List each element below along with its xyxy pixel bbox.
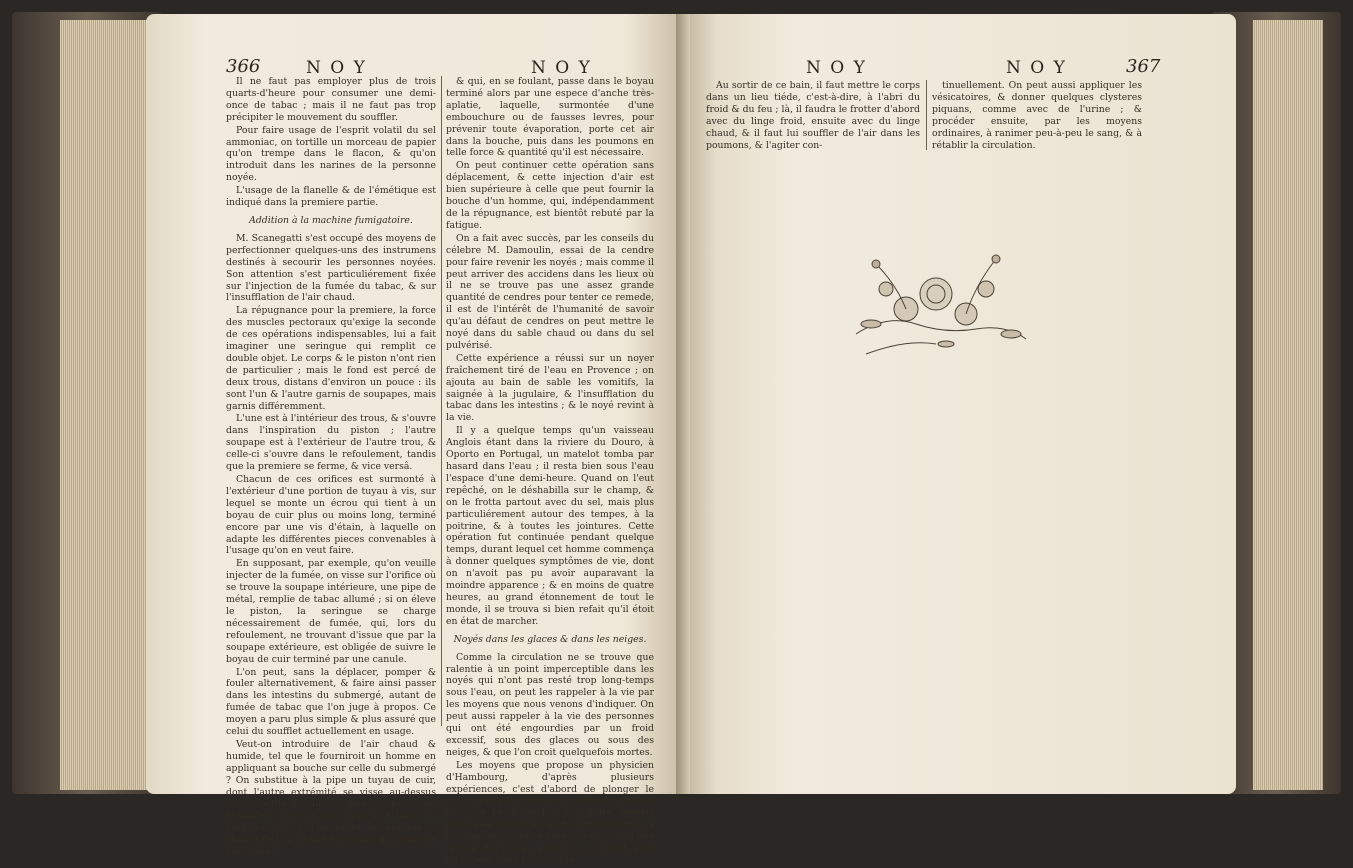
paragraph: L'usage de la flanelle & de l'émétique est indiqué dans la premiere partie. [226,185,436,209]
paragraph: On peut continuer cette opération sans déplacement, & cette injection d'air est bien supérieure à celle que peut fournir la bouche d'un homme, qui, indépendamment de la répugnance, est bientôt rebuté par la fatigue. [446,160,654,231]
left-page-number: 366 [226,56,261,77]
column-rule [441,76,442,726]
right-header-1: N O Y [806,58,867,78]
right-page-column-1 [706,80,920,152]
right-page-edges [1253,20,1323,790]
left-header-2: N O Y [531,58,592,78]
paragraph: L'une est à l'intérieur des trous, & s'ouvre dans l'inspiration du piston ; l'autre soupape est à l'extérieur de l'autre trou, & celle-ci s'ouvre dans le refoulement, tandis que la premiere se ferme, & vice versâ. [226,413,436,473]
right-header-2: N O Y [1006,58,1067,78]
paragraph: Veut-on introduire de l'air chaud & humide, tel que le fourniroit un homme en appliquant sa bouche sur celle du submergé ? On substitue à la pipe un tuyau de cuir, dont l'autre extrémité se visse au-dessus d'une petite bouilloire, dans laquelle on échauffe un verre d'eau par une lampe à l'esprit-de-vin. Si l'on aspire, la seringue se charge de l'air chaud & humide qu'exhale la bouilloire, [226,738,436,858]
column-rule [926,80,927,150]
left-page-column-2 [446,76,654,868]
left-page [146,14,682,866]
right-page [676,14,1236,794]
paragraph: Pour faire usage de l'esprit volatil du sel ammoniac, on tortille un morceau de papier qu'on trempe dans le flacon, & qu'on introduit dans les narines de la personne noyée. [226,124,436,184]
right-page-number: 367 [1126,56,1161,77]
paragraph: La répugnance pour la premiere, la force des muscles pectoraux qu'exige la seconde de ces opérations indispensables, lui a fait imaginer une seringue qui remplit ce double objet. Le corps & le piston n'ont rien de particulier ; mais le fond est percé de deux trous, distans d'environ un pouce : ils sont l'un & l'autre garnis de soupapes, mais garnis différemment. [226,305,436,412]
paragraph: Il y a quelque temps qu'un vaisseau Anglois étant dans la riviere du Douro, à Oporto en Portugal, un matelot tomba par hasard dans l'eau ; il resta bien sous l'eau l'espace d'une demi-heure. Quand on l'eut repêché, on le déshabilla sur le champ, & on le frotta partout avec du sel, mais plus particuliérement autour des tempes, à la poitrine, & à toutes les jointures. Cette opération fut continuée pendant quelque temps, durant lequel cet homme commença à donner quelques symptômes de vie, dont on n'avoit pas pu avoir auparavant la moindre apparence ; & en moins de quatre heures, au grand étonnement de tout le monde, il se trouva si bien refait qu'il étoit en état de marcher. [446,425,654,627]
right-page-column-2 [932,80,1142,152]
book-gutter [676,14,690,794]
left-header-1: N O Y [306,58,367,78]
paragraph: En supposant, par exemple, qu'on veuille injecter de la fumée, on visse sur l'orifice où se trouve la soupape intérieure, une pipe de métal, remplie de tabac allumé ; si on éleve le piston, la seringue se charge nécessairement de fumée, qui, lors du refoulement, ne trouvant d'issue que par la soupape extérieure, est obligée de suivre le boyau de cuir terminé par une canule. [226,558,436,665]
paragraph: Comme la circulation ne se trouve que ralentie à un point imperceptible dans les noyés qui n'ont pas resté trop long-temps sous l'eau, on peut les rappeler à la vie par les moyens que nous venons d'indiquer. On peut aussi rappeler à la vie des personnes qui ont été engourdies par un froid excessif, sous des glaces ou sous des neiges, & que l'on croit quelquefois mortes. [446,651,654,758]
floral-vignette [846,244,1036,384]
paragraph: L'on peut, sans la déplacer, pomper & fouler alternativement, & faire ainsi passer dans les intestins du submergé, autant de fumée de tabac que l'on juge à propos. Ce moyen a paru plus simple & plus assuré que celui du soufflet actuellement en usage. [226,666,436,738]
paragraph: tinuellement. On peut aussi appliquer les vésicatoires, & donner quelques clysteres piquans, comme avec de l'urine ; & procéder ensuite, par les moyens ordinaires, à ranimer peu-à-peu le sang, & à rétablir la circulation. [932,80,1142,151]
paragraph: Cette expérience a réussi sur un noyer fraîchement tiré de l'eau en Provence ; on ajouta au bain de sable les vomitifs, la saignée à la jugulaire, & l'insufflation du tabac dans les intestins ; & le noyé revint à la vie. [446,352,654,424]
paragraph: & qui, en se foulant, passe dans le boyau terminé alors par une espece d'anche très-aplatie, laquelle, surmontée d'une embouchure ou de fausses levres, pour prévenir toute évaporation, porte cet air dans la bouche, puis dans les poumons en telle force & quantité qu'il est nécessaire. [446,76,654,159]
left-page-edges [60,20,150,790]
section-heading: Noyés dans les glaces & dans les neiges. [453,633,647,645]
paragraph: Les moyens que propose un physicien d'Hambourg, d'après plusieurs expériences, c'est d'abord de plonger le corps que l'on retire du milieu des neiges dans de l'eau fraîche, pour faire dégeler peu-à-peu toutes les parties extérieures ; à l'instant on verra ce corps se couvrir d'une croûte de glace, ainsi que le fruit gelé qu'on met dans l'eau froide. [446,759,654,866]
paragraph: M. Scanegatti s'est occupé des moyens de perfectionner quelques-uns des instrumens destinés à secourir les personnes noyées. Son attention s'est particuliérement fixée sur l'injection de la fumée du tabac, & sur l'insufflation de l'air chaud. [226,232,436,304]
paragraph: On a fait avec succès, par les conseils du célebre M. Damoulin, essai de la cendre pour faire revenir les noyés ; mais comme il peut arriver des accidens dans les lieux où il ne se trouve pas une assez grande quantité de cendres pour tenter ce remede, il est de l'intérêt de l'humanité de savoir qu'au défaut de cendres on peut mettre le noyé dans du sable chaud ou dans du sel pulvérisé. [446,232,654,351]
paragraph: Au sortir de ce bain, il faut mettre le corps dans un lieu tiéde, c'est-à-dire, à l'abri du froid & du feu ; là, il faudra le frotter d'abord avec du linge froid, ensuite avec du linge chaud, & il faut lui souffler de l'air dans les poumons, & l'agiter con- [706,80,920,151]
left-page-column-1 [226,76,436,859]
section-heading: Addition à la machine fumigatoire. [249,214,413,226]
paragraph: Chacun de ces orifices est surmonté à l'extérieur d'une portion de tuyau à vis, sur lequel se monte un écrou qui tient à un boyau de cuir plus ou moins long, terminé encore par une vis d'étain, à laquelle on adapte les différentes pieces convenables à l'usage qu'on en veut faire. [226,474,436,557]
paragraph: Il ne faut pas employer plus de trois quarts-d'heure pour consumer une demi-once de tabac ; mais il ne faut pas trop précipiter le mouvement du souffler. [226,76,436,123]
